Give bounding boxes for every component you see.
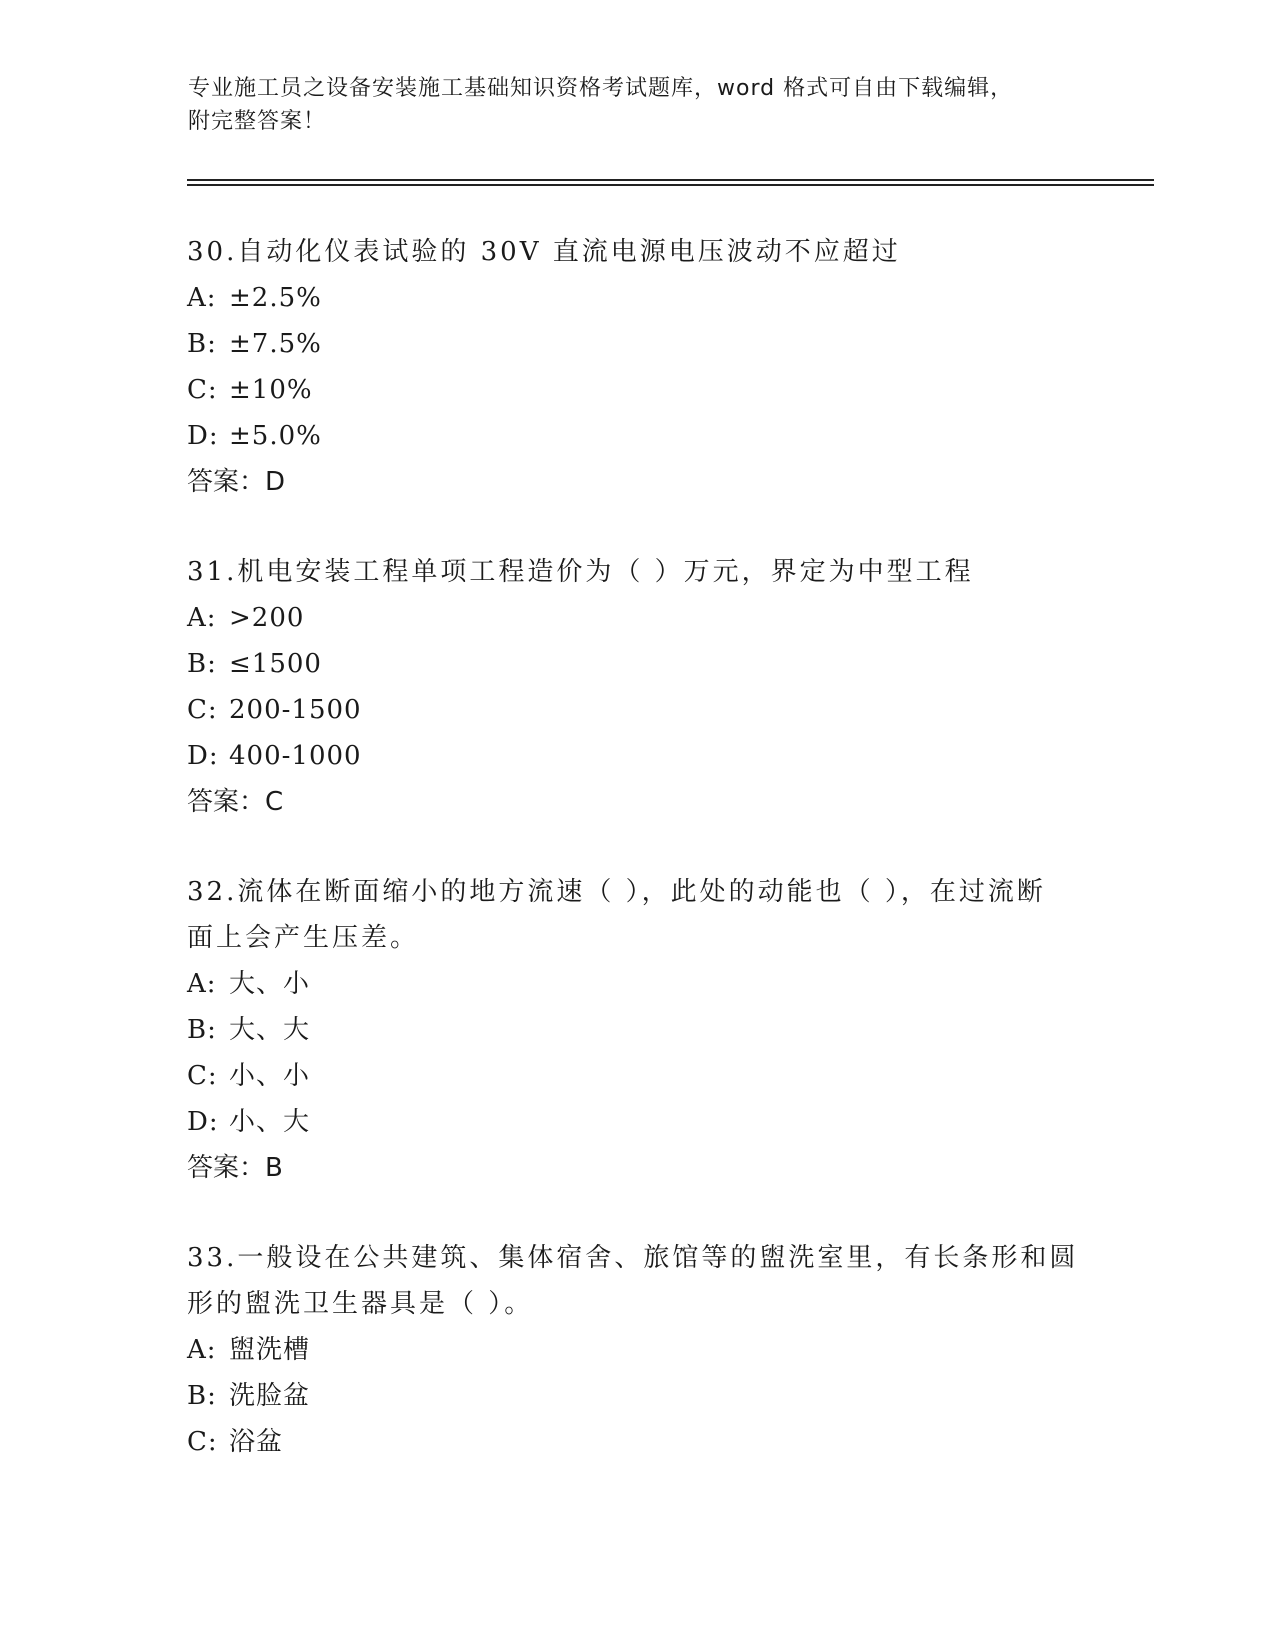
option-c [187, 1053, 1087, 1099]
question-stem: 31.机电安装工程单项工程造价为（ ）万元，界定为中型工程 [187, 557, 974, 587]
option-key: C: [187, 375, 218, 405]
option-key: B: [187, 329, 217, 359]
question-30 [187, 229, 1087, 505]
option-a [187, 595, 1087, 641]
option-key: D: [187, 1107, 219, 1137]
option-a [187, 275, 1087, 321]
header-divider-bottom [187, 184, 1154, 186]
option-a [187, 961, 1087, 1007]
option-text: 400-1000 [229, 741, 362, 771]
option-key: A: [187, 283, 217, 313]
option-text: 小、小 [229, 1061, 311, 1091]
option-text: >200 [229, 603, 305, 633]
option-b [187, 1007, 1087, 1053]
question-stem: 30.自动化仪表试验的 30V 直流电源电压波动不应超过 [187, 237, 901, 267]
option-key: A: [187, 1335, 217, 1365]
option-key: A: [187, 603, 217, 633]
option-key: C: [187, 1427, 218, 1457]
question-stem-line-2: 形的盥洗卫生器具是（ ）。 [187, 1289, 534, 1319]
option-key: B: [187, 1015, 217, 1045]
option-key: B: [187, 649, 217, 679]
question-stem-line-2: 面上会产生压差。 [187, 923, 420, 953]
option-key: C: [187, 695, 218, 725]
answer-label: 答案：B [187, 1153, 283, 1183]
option-key: D: [187, 741, 219, 771]
option-text: ≤1500 [229, 649, 322, 679]
question-31 [187, 549, 1087, 825]
option-b [187, 641, 1087, 687]
header-line-1: 专业施工员之设备安装施工基础知识资格考试题库，word 格式可自由下载编辑， [188, 76, 1014, 101]
answer-label: 答案：C [187, 787, 284, 817]
option-b [187, 1373, 1087, 1419]
document-header [188, 72, 1088, 138]
option-d [187, 733, 1087, 779]
option-text: 大、大 [229, 1015, 311, 1045]
option-text: ±10% [229, 375, 313, 405]
question-stem-line-1: 33.一般设在公共建筑、集体宿舍、旅馆等的盥洗室里，有长条形和圆 [187, 1243, 1079, 1273]
option-c [187, 687, 1087, 733]
option-d [187, 413, 1087, 459]
option-d [187, 1099, 1087, 1145]
option-text: 浴盆 [229, 1427, 284, 1457]
option-text: 小、大 [229, 1107, 311, 1137]
question-32 [187, 869, 1087, 1191]
option-key: C: [187, 1061, 218, 1091]
answer-label: 答案：D [187, 467, 286, 497]
option-key: D: [187, 421, 219, 451]
option-text: ±7.5% [229, 329, 322, 359]
option-key: A: [187, 969, 217, 999]
option-text: ±5.0% [229, 421, 322, 451]
option-a [187, 1327, 1087, 1373]
question-stem-line-1: 32.流体在断面缩小的地方流速（ ），此处的动能也（ ），在过流断 [187, 877, 1046, 907]
option-text: 大、小 [229, 969, 311, 999]
option-c [187, 367, 1087, 413]
option-text: 洗脸盆 [229, 1381, 311, 1411]
option-c [187, 1419, 1087, 1465]
option-text: ±2.5% [229, 283, 322, 313]
option-text: 200-1500 [229, 695, 362, 725]
question-33 [187, 1235, 1087, 1465]
header-line-2: 附完整答案！ [188, 109, 327, 134]
header-divider-top [187, 179, 1154, 181]
option-key: B: [187, 1381, 217, 1411]
option-b [187, 321, 1087, 367]
option-text: 盥洗槽 [229, 1335, 311, 1365]
